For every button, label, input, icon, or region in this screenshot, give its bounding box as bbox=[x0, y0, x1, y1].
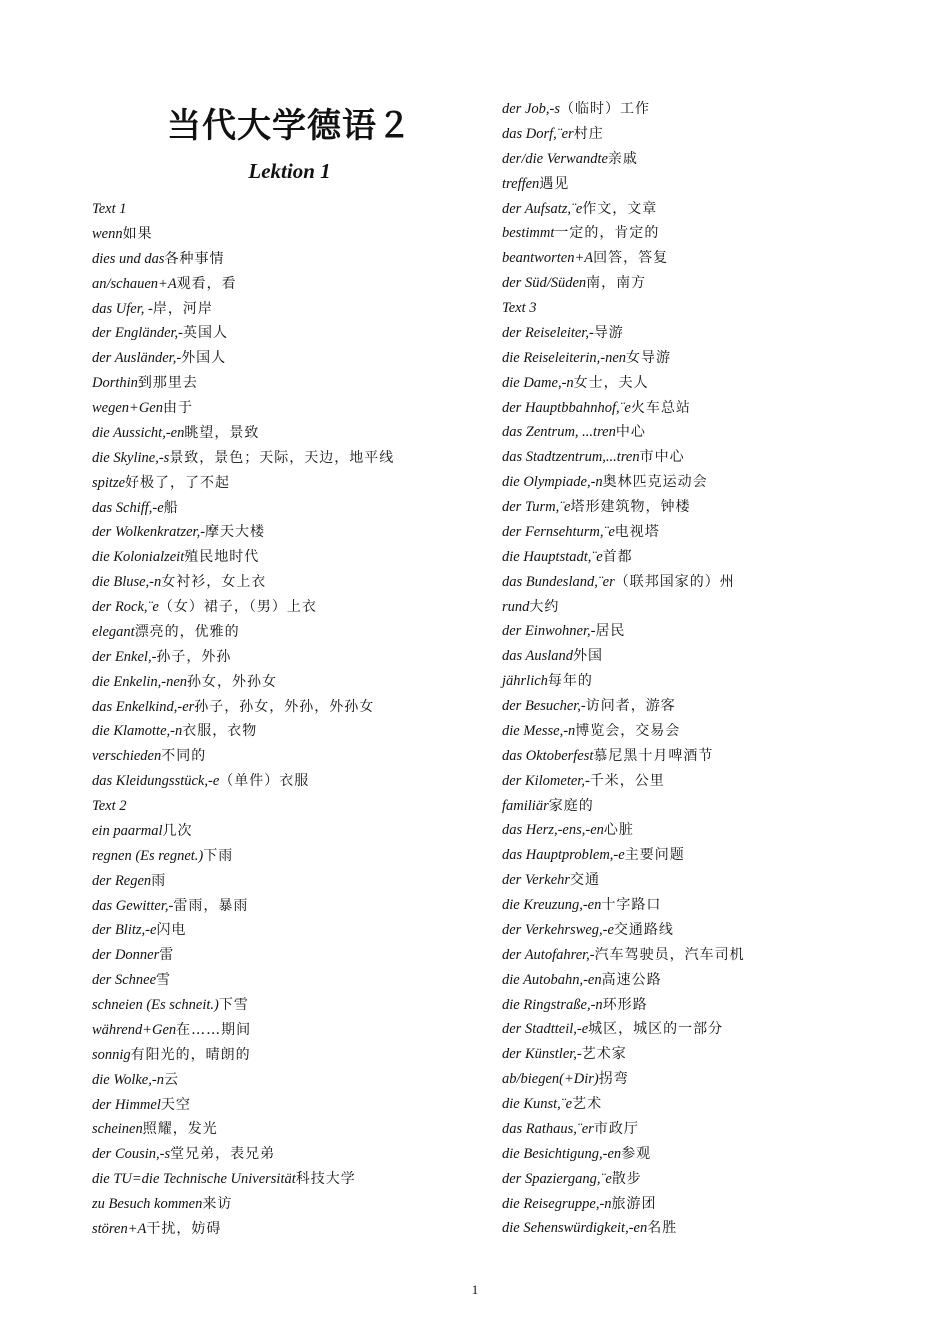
vocab-entry bbox=[502, 868, 882, 893]
chinese-meaning: 访问者，游客 bbox=[585, 698, 676, 714]
german-term: der Engländer,- bbox=[92, 325, 184, 342]
chinese-meaning: 拐弯 bbox=[598, 1071, 629, 1088]
chinese-meaning: 女衬衫，女上衣 bbox=[161, 574, 267, 591]
german-term: die Messe,-n bbox=[502, 722, 576, 739]
chinese-meaning: 下雨 bbox=[203, 847, 234, 864]
chinese-meaning: （单件）衣服 bbox=[219, 773, 310, 790]
vocab-entry bbox=[502, 669, 882, 694]
vocab-entry bbox=[92, 943, 472, 968]
vocab-entry bbox=[92, 894, 472, 919]
german-term: das Oktoberfest bbox=[502, 747, 594, 764]
german-term: Text 2 bbox=[92, 798, 127, 814]
vocab-entry bbox=[92, 222, 472, 247]
vocab-entry bbox=[92, 1068, 472, 1093]
german-term: Text 3 bbox=[502, 300, 537, 316]
vocab-entry bbox=[502, 1192, 882, 1217]
vocab-entry bbox=[502, 918, 882, 943]
chinese-meaning: 艺术家 bbox=[581, 1046, 627, 1063]
german-term: die Kreuzung,-en bbox=[502, 897, 602, 913]
chinese-meaning: 船 bbox=[163, 499, 179, 516]
vocab-entry bbox=[502, 346, 882, 371]
chinese-meaning: 雨 bbox=[151, 872, 167, 889]
german-term: der Besucher,- bbox=[502, 698, 586, 714]
vocab-entry bbox=[92, 321, 472, 346]
lesson-heading: Lektion 1 bbox=[248, 159, 331, 183]
chinese-meaning: 塔形建筑物，钟楼 bbox=[570, 499, 691, 515]
german-term: die Reisegruppe,-n bbox=[502, 1195, 612, 1212]
vocab-entry bbox=[502, 420, 882, 445]
chinese-meaning: 有阳光的，晴朗的 bbox=[130, 1046, 251, 1063]
vocab-entry bbox=[92, 1142, 472, 1167]
chinese-meaning: （临时）工作 bbox=[560, 101, 650, 117]
german-term: das Zentrum, ...tren bbox=[502, 424, 616, 441]
chinese-meaning: 堂兄弟，表兄弟 bbox=[170, 1146, 276, 1163]
vocab-entry bbox=[502, 943, 882, 968]
chinese-meaning: 孙女，外孙女 bbox=[187, 673, 278, 690]
vocab-entry bbox=[92, 197, 472, 222]
chinese-meaning: 漂亮的，优雅的 bbox=[134, 623, 240, 640]
vocab-entry bbox=[502, 968, 882, 993]
vocab-entry bbox=[92, 1043, 472, 1068]
chinese-meaning: 大约 bbox=[529, 598, 560, 615]
chinese-meaning: 女导游 bbox=[626, 349, 672, 366]
chinese-meaning: 村庄 bbox=[573, 125, 604, 142]
german-term: der Verkehr bbox=[502, 872, 571, 889]
chinese-meaning: 首都 bbox=[602, 548, 633, 565]
german-term: jährlich bbox=[502, 673, 548, 690]
german-term: die Skyline,-s bbox=[92, 449, 170, 466]
chinese-meaning: 孙子，孙女，外孙，外孙女 bbox=[194, 698, 375, 715]
german-term: das Ausland bbox=[502, 648, 574, 665]
vocab-entry bbox=[92, 247, 472, 272]
german-term: der Reiseleiter,- bbox=[502, 324, 594, 341]
vocab-entry bbox=[502, 147, 882, 172]
chinese-meaning: 摩天大楼 bbox=[205, 524, 266, 541]
chinese-meaning: 千米，公里 bbox=[589, 772, 665, 789]
german-term: familiär bbox=[502, 797, 549, 814]
chinese-meaning: 几次 bbox=[162, 822, 193, 839]
chinese-meaning: 十字路口 bbox=[601, 897, 662, 913]
vocab-entry bbox=[502, 371, 882, 396]
vocab-entry bbox=[502, 296, 882, 321]
vocab-entry bbox=[92, 496, 472, 521]
vocab-entry bbox=[502, 1092, 882, 1117]
german-term: der Ausländer,- bbox=[92, 350, 182, 367]
vocab-entry bbox=[502, 221, 882, 246]
chinese-meaning: 衣服，衣物 bbox=[182, 723, 258, 740]
chinese-meaning: 干扰，妨碍 bbox=[146, 1220, 222, 1237]
vocab-entry bbox=[92, 719, 472, 744]
vocab-entry bbox=[92, 520, 472, 545]
vocab-entry bbox=[92, 346, 472, 371]
german-term: der Stadtteil,-e bbox=[502, 1021, 589, 1038]
vocab-entry bbox=[92, 471, 472, 496]
chinese-meaning: 导游 bbox=[593, 324, 624, 341]
german-term: die Enkelin,-nen bbox=[92, 673, 188, 690]
chinese-meaning: 到那里去 bbox=[137, 375, 198, 392]
german-term: sonnig bbox=[92, 1046, 131, 1063]
vocab-entry bbox=[502, 570, 882, 595]
german-term: schneien (Es schneit.) bbox=[92, 997, 219, 1013]
german-term: Dorthin bbox=[92, 375, 138, 392]
vocab-entry bbox=[502, 1042, 882, 1067]
vocab-entry bbox=[92, 819, 472, 844]
chinese-meaning: 汽车驾驶员，汽车司机 bbox=[594, 946, 745, 963]
vocab-entry bbox=[92, 869, 472, 894]
chinese-meaning: 下雪 bbox=[218, 997, 249, 1013]
chinese-meaning: 景致，景色；天际，天边，地平线 bbox=[169, 449, 395, 466]
chinese-meaning: 由于 bbox=[163, 400, 193, 416]
vocab-entry bbox=[502, 197, 882, 222]
german-term: an/schauen+A bbox=[92, 275, 177, 292]
vocab-entry bbox=[92, 769, 472, 794]
german-term: der Autofahrer,- bbox=[502, 946, 595, 963]
german-term: der Hauptbbahnhof,¨e bbox=[502, 399, 631, 416]
vocab-entry bbox=[92, 670, 472, 695]
german-term: die Reiseleiterin,-nen bbox=[502, 349, 627, 366]
german-term: das Enkelkind,-er bbox=[92, 698, 195, 715]
chinese-meaning: 散步 bbox=[611, 1170, 642, 1187]
german-term: wegen+Gen bbox=[92, 400, 163, 416]
vocab-entry bbox=[502, 694, 882, 719]
german-term: verschieden bbox=[92, 748, 162, 765]
vocab-entry bbox=[502, 172, 882, 197]
chinese-meaning: 云 bbox=[163, 1071, 179, 1088]
vocab-column-left bbox=[92, 197, 472, 1242]
vocab-entry bbox=[502, 1017, 882, 1042]
chinese-meaning: 一定的，肯定的 bbox=[554, 225, 660, 242]
vocab-entry bbox=[92, 545, 472, 570]
vocab-entry bbox=[92, 1018, 472, 1043]
german-term: die Bluse,-n bbox=[92, 574, 162, 591]
chinese-meaning: 旅游团 bbox=[611, 1195, 657, 1212]
vocab-entry bbox=[502, 619, 882, 644]
chinese-meaning: 名胜 bbox=[647, 1220, 678, 1237]
chinese-meaning: 女士，夫人 bbox=[573, 374, 649, 391]
german-term: bestimmt bbox=[502, 225, 555, 242]
german-term: dies und das bbox=[92, 250, 165, 267]
chinese-meaning: 各种事情 bbox=[164, 250, 225, 267]
chinese-meaning: 交通 bbox=[570, 872, 601, 889]
vocab-entry bbox=[502, 545, 882, 570]
german-term: wenn bbox=[92, 225, 123, 242]
vocab-entry bbox=[502, 271, 882, 296]
vocab-entry bbox=[502, 470, 882, 495]
german-term: der Spaziergang,¨e bbox=[502, 1170, 612, 1187]
german-term: das Rathaus,¨er bbox=[502, 1120, 594, 1137]
vocab-entry bbox=[502, 495, 882, 520]
german-term: das Hauptproblem,-e bbox=[502, 847, 625, 864]
german-term: das Herz,-ens,-en bbox=[502, 822, 604, 839]
vocab-entry bbox=[502, 769, 882, 794]
vocab-entry bbox=[502, 520, 882, 545]
vocab-entry bbox=[502, 396, 882, 421]
chinese-meaning: 好极了，了不起 bbox=[125, 474, 231, 491]
chinese-meaning: 交通路线 bbox=[613, 921, 674, 938]
german-term: der Kilometer,- bbox=[502, 772, 590, 789]
vocab-column-right bbox=[502, 97, 882, 1241]
vocab-entry bbox=[92, 695, 472, 720]
vocab-entry bbox=[92, 570, 472, 595]
chinese-meaning: 博览会，交易会 bbox=[575, 722, 681, 739]
german-term: Text 1 bbox=[92, 201, 127, 217]
vocab-entry bbox=[92, 297, 472, 322]
chinese-meaning: 高速公路 bbox=[601, 971, 662, 988]
chinese-meaning: 雷 bbox=[159, 947, 175, 964]
chinese-meaning: 市中心 bbox=[639, 449, 685, 466]
vocab-entry bbox=[502, 595, 882, 620]
chinese-meaning: 闪电 bbox=[156, 922, 187, 939]
chinese-meaning: 参观 bbox=[621, 1145, 652, 1162]
vocab-entry bbox=[92, 794, 472, 819]
german-term: scheinen bbox=[92, 1121, 143, 1138]
german-term: rund bbox=[502, 598, 530, 615]
chinese-meaning: 天空 bbox=[160, 1096, 191, 1113]
page-number: 1 bbox=[471, 1282, 479, 1297]
chinese-meaning: 不同的 bbox=[161, 748, 207, 765]
vocab-entry bbox=[92, 1117, 472, 1142]
vocab-entry bbox=[502, 893, 882, 918]
chinese-meaning: 居民 bbox=[595, 623, 626, 640]
chinese-meaning: 外国人 bbox=[181, 350, 227, 367]
chinese-meaning: 艺术 bbox=[572, 1096, 603, 1112]
vocab-entry bbox=[92, 968, 472, 993]
german-term: das Bundesland,¨er bbox=[502, 573, 615, 590]
german-term: die Besichtigung,-en bbox=[502, 1145, 622, 1162]
chinese-meaning: 家庭的 bbox=[548, 797, 594, 814]
vocab-entry bbox=[502, 993, 882, 1018]
german-term: der Turm,¨e bbox=[502, 499, 571, 515]
chinese-meaning: 每年的 bbox=[547, 673, 593, 690]
german-term: spitze bbox=[92, 474, 126, 491]
german-term: der Aufsatz,¨e bbox=[502, 200, 583, 217]
german-term: die Wolke,-n bbox=[92, 1071, 164, 1088]
chinese-meaning: 科技大学 bbox=[295, 1171, 356, 1188]
chinese-meaning: 市政厅 bbox=[593, 1120, 639, 1137]
german-term: die Aussicht,-en bbox=[92, 424, 185, 441]
vocab-entry bbox=[502, 843, 882, 868]
german-term: der Einwohner,- bbox=[502, 623, 596, 640]
chinese-meaning: 遇见 bbox=[539, 175, 570, 192]
german-term: der Rock,¨e bbox=[92, 599, 159, 615]
chinese-meaning: 观看，看 bbox=[176, 275, 237, 292]
german-term: der Enkel,- bbox=[92, 648, 157, 665]
german-term: zu Besuch kommen bbox=[92, 1196, 203, 1212]
german-term: die Kunst,¨e bbox=[502, 1096, 573, 1112]
vocab-entry bbox=[92, 1167, 472, 1192]
chinese-meaning: 孙子，外孙 bbox=[156, 648, 232, 665]
german-term: der Blitz,-e bbox=[92, 922, 157, 939]
vocab-entry bbox=[502, 97, 882, 122]
chinese-meaning: 奥林匹克运动会 bbox=[602, 474, 708, 491]
german-term: das Schiff,-e bbox=[92, 499, 164, 516]
german-term: regnen (Es regnet.) bbox=[92, 847, 204, 864]
german-term: treffen bbox=[502, 175, 540, 192]
german-term: der Fernsehturm,¨e bbox=[502, 523, 615, 540]
german-term: der Schnee bbox=[92, 972, 157, 989]
german-term: beantworten+A bbox=[502, 250, 594, 267]
chinese-meaning: （女）裙子，（男）上衣 bbox=[158, 599, 317, 615]
vocab-entry bbox=[92, 744, 472, 769]
chinese-meaning: 亲戚 bbox=[607, 150, 638, 167]
vocab-entry bbox=[92, 1093, 472, 1118]
vocab-entry bbox=[502, 246, 882, 271]
german-term: der/die Verwandte bbox=[502, 150, 608, 167]
vocab-entry bbox=[92, 645, 472, 670]
chinese-meaning: 岸，河岸 bbox=[152, 300, 213, 317]
german-term: das Kleidungsstück,-e bbox=[92, 773, 220, 790]
vocab-entry bbox=[92, 371, 472, 396]
german-term: ein paarmal bbox=[92, 822, 163, 839]
document-title: 当代大学德语２ bbox=[167, 106, 412, 146]
vocab-entry bbox=[502, 1216, 882, 1241]
chinese-meaning: 殖民地时代 bbox=[184, 549, 260, 566]
german-term: der Regen bbox=[92, 872, 152, 889]
vocab-entry bbox=[502, 719, 882, 744]
german-term: der Künstler,- bbox=[502, 1046, 582, 1063]
german-term: der Job,-s bbox=[502, 101, 560, 117]
chinese-meaning: 外国 bbox=[573, 648, 604, 665]
german-term: das Ufer, - bbox=[92, 300, 153, 317]
chinese-meaning: 英国人 bbox=[183, 325, 229, 342]
german-term: ab/biegen(+Dir) bbox=[502, 1071, 599, 1088]
chinese-meaning: 照耀，发光 bbox=[142, 1121, 218, 1138]
vocab-entry bbox=[502, 818, 882, 843]
german-term: während+Gen bbox=[92, 1021, 177, 1038]
chinese-meaning: 雷雨，暴雨 bbox=[173, 897, 249, 914]
chinese-meaning: 回答，答复 bbox=[593, 250, 669, 267]
vocab-entry bbox=[92, 1192, 472, 1217]
chinese-meaning: 如果 bbox=[122, 225, 153, 242]
german-term: die Autobahn,-en bbox=[502, 971, 602, 988]
chinese-meaning: 心脏 bbox=[603, 822, 634, 839]
vocab-entry bbox=[92, 272, 472, 297]
vocab-entry bbox=[502, 644, 882, 669]
chinese-meaning: （联邦国家的）州 bbox=[614, 573, 735, 590]
vocab-entry bbox=[92, 993, 472, 1018]
chinese-meaning: 作文，文章 bbox=[582, 200, 658, 217]
german-term: der Cousin,-s bbox=[92, 1146, 171, 1163]
german-term: die Dame,-n bbox=[502, 374, 574, 391]
chinese-meaning: 主要问题 bbox=[624, 847, 685, 864]
vocab-entry bbox=[92, 595, 472, 620]
vocab-entry bbox=[502, 122, 882, 147]
german-term: stören+A bbox=[92, 1220, 147, 1237]
vocab-entry bbox=[502, 1067, 882, 1092]
german-term: der Wolkenkratzer,- bbox=[92, 524, 206, 541]
german-term: die Sehenswürdigkeit,-en bbox=[502, 1220, 648, 1237]
chinese-meaning: 雪 bbox=[156, 972, 172, 989]
vocab-entry bbox=[92, 1217, 472, 1242]
german-term: der Verkehrsweg,-e bbox=[502, 921, 614, 938]
vocab-entry bbox=[92, 446, 472, 471]
vocab-entry bbox=[502, 1142, 882, 1167]
chinese-meaning: 眺望，景致 bbox=[184, 424, 260, 441]
chinese-meaning: 环形路 bbox=[602, 996, 648, 1013]
vocab-entry bbox=[502, 321, 882, 346]
german-term: der Süd/Süden bbox=[502, 275, 587, 292]
german-term: das Gewitter,- bbox=[92, 897, 174, 914]
german-term: das Dorf,¨er bbox=[502, 125, 574, 142]
vocab-entry bbox=[92, 918, 472, 943]
chinese-meaning: 电视塔 bbox=[614, 523, 660, 540]
chinese-meaning: 慕尼黑十月啤酒节 bbox=[593, 747, 714, 764]
vocab-entry bbox=[502, 1117, 882, 1142]
german-term: der Himmel bbox=[92, 1096, 161, 1113]
german-term: die Klamotte,-n bbox=[92, 723, 183, 740]
german-term: elegant bbox=[92, 623, 135, 640]
chinese-meaning: 城区，城区的一部分 bbox=[588, 1021, 724, 1038]
german-term: das Stadtzentrum,...tren bbox=[502, 449, 640, 466]
german-term: die Hauptstadt,¨e bbox=[502, 548, 603, 565]
vocab-entry bbox=[502, 794, 882, 819]
vocab-entry bbox=[92, 620, 472, 645]
chinese-meaning: 火车总站 bbox=[630, 399, 691, 416]
german-term: die Ringstraße,-n bbox=[502, 996, 603, 1013]
german-term: der Donner bbox=[92, 947, 160, 964]
german-term: die Olympiade,-n bbox=[502, 474, 603, 491]
vocab-entry bbox=[502, 1167, 882, 1192]
german-term: die Kolonialzeit bbox=[92, 549, 185, 566]
chinese-meaning: 在……期间 bbox=[176, 1021, 252, 1038]
vocab-entry bbox=[502, 445, 882, 470]
chinese-meaning: 南，南方 bbox=[586, 275, 647, 292]
vocab-entry bbox=[92, 396, 472, 421]
vocab-entry bbox=[92, 844, 472, 869]
chinese-meaning: 中心 bbox=[615, 424, 646, 441]
chinese-meaning: 来访 bbox=[202, 1196, 233, 1212]
german-term: die TU=die Technische Universität bbox=[92, 1171, 296, 1188]
vocab-entry bbox=[502, 744, 882, 769]
vocab-entry bbox=[92, 421, 472, 446]
